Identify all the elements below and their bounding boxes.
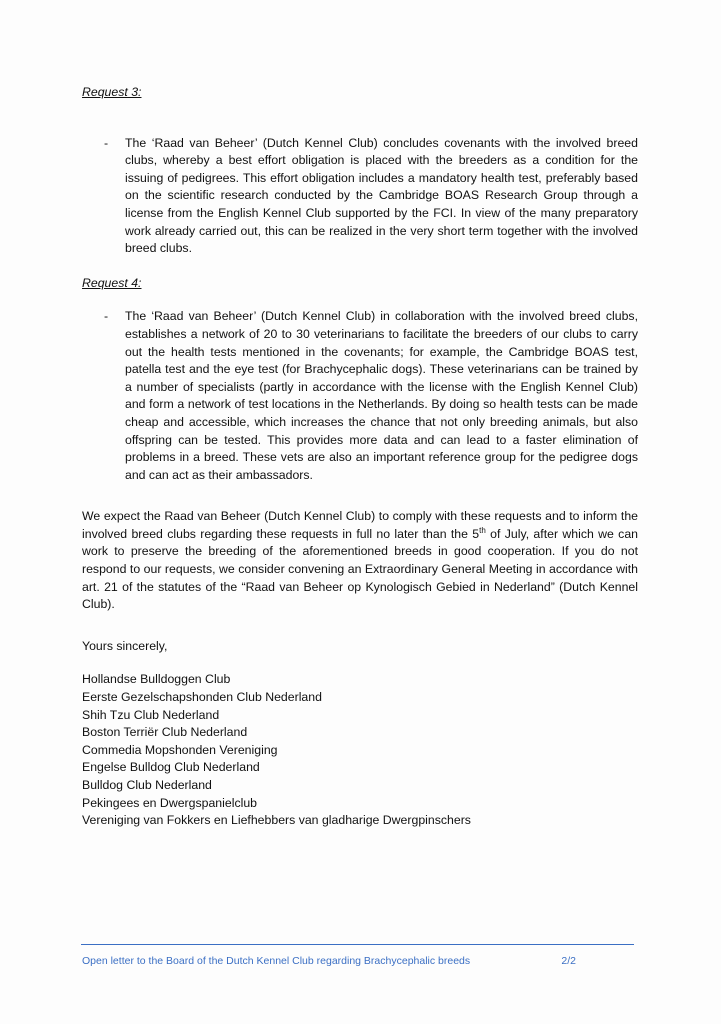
salutation: Yours sincerely, (82, 638, 168, 653)
closing-text-part-1: We expect the Raad van Beheer (Dutch Kennel Club) to comply with these requests and to inform the involved breed clubs regarding these requests in full no later than the 5 (82, 509, 638, 541)
signatory: Hollandse Bulldoggen Club (82, 672, 231, 687)
signatory: Eerste Gezelschapshonden Club Nederland (82, 690, 322, 705)
signatory: Boston Terriër Club Nederland (82, 725, 248, 740)
signatory: Bulldog Club Nederland (82, 778, 212, 792)
request-3-heading: Request 3: (82, 85, 142, 99)
footer-title: Open letter to the Board of the Dutch Kennel Club regarding Brachycephalic breeds (82, 955, 471, 967)
request-3-item (82, 135, 638, 258)
closing-text-part-2: of July, after which we can work to preserve the breeding of the aforementioned breeds in good cooperation. If you do not respond to our requests, we consider convening an Extraordinary General Meeting in accordance with art. 21 of the statutes of the “Raad van Beheer op Kynologisch Gebied in Nederland” (Dutch Kennel Club). (82, 526, 639, 612)
signatory-list (82, 671, 638, 829)
signatory: Commedia Mopshonden Vereniging (82, 742, 278, 757)
request-4-item (82, 308, 638, 484)
request-3-text: The ‘Raad van Beheer’ (Dutch Kennel Club) concludes covenants with the involved breed clubs, whereby a best effort obligation is placed with the breeders as a condition for the issuing of pedigrees. This effort obligation includes a mandatory health test, preferably based on the scientific research conducted by the Cambridge BOAS Research Group through a license from the English Kennel Club supported by the FCI. In view of the many preparatory work already carried out, this can be realized in the very short term together with the involved breed clubs. (125, 135, 638, 256)
page-footer (82, 954, 576, 968)
signatory: Vereniging van Fokkers en Liefhebbers van gladharige Dwergpinschers (82, 813, 471, 828)
request-4-heading: Request 4: (82, 275, 142, 290)
signatory: Pekingees en Dwergspanielclub (82, 795, 257, 810)
bullet-dash: - (104, 309, 109, 324)
letter-body (82, 84, 638, 830)
closing-ordinal-suffix: th (479, 525, 486, 535)
request-4-text: The ‘Raad van Beheer’ (Dutch Kennel Club) in collaboration with the involved breed clubs, establishes a network of 20 to 30 veterinarians to facilitate the breeders of our clubs to carry out the health tests mentioned in the covenants; for example, the Cambridge BOAS test, patella test and the eye test (for Brachycephalic dogs). These veterinarians can be trained by a number of specialists (partly in accordance with the license with the English Kennel Club) and form a network of test locations in the Netherlands. By doing so health tests can be made cheap and accessible, which increases the chance that not only breeding animals, but also offspring can be tested. This provides more data and can lead to a faster elimination of problems in a breed. These vets are also an important reference group for the pedigree dogs and can act as their ambassadors. (125, 309, 638, 482)
page-number: 2/2 (561, 955, 576, 967)
closing-paragraph (82, 508, 638, 614)
signatory: Engelse Bulldog Club Nederland (82, 760, 260, 775)
footer-divider (81, 944, 634, 945)
signatory: Shih Tzu Club Nederland (82, 707, 220, 722)
bullet-dash: - (104, 135, 109, 150)
